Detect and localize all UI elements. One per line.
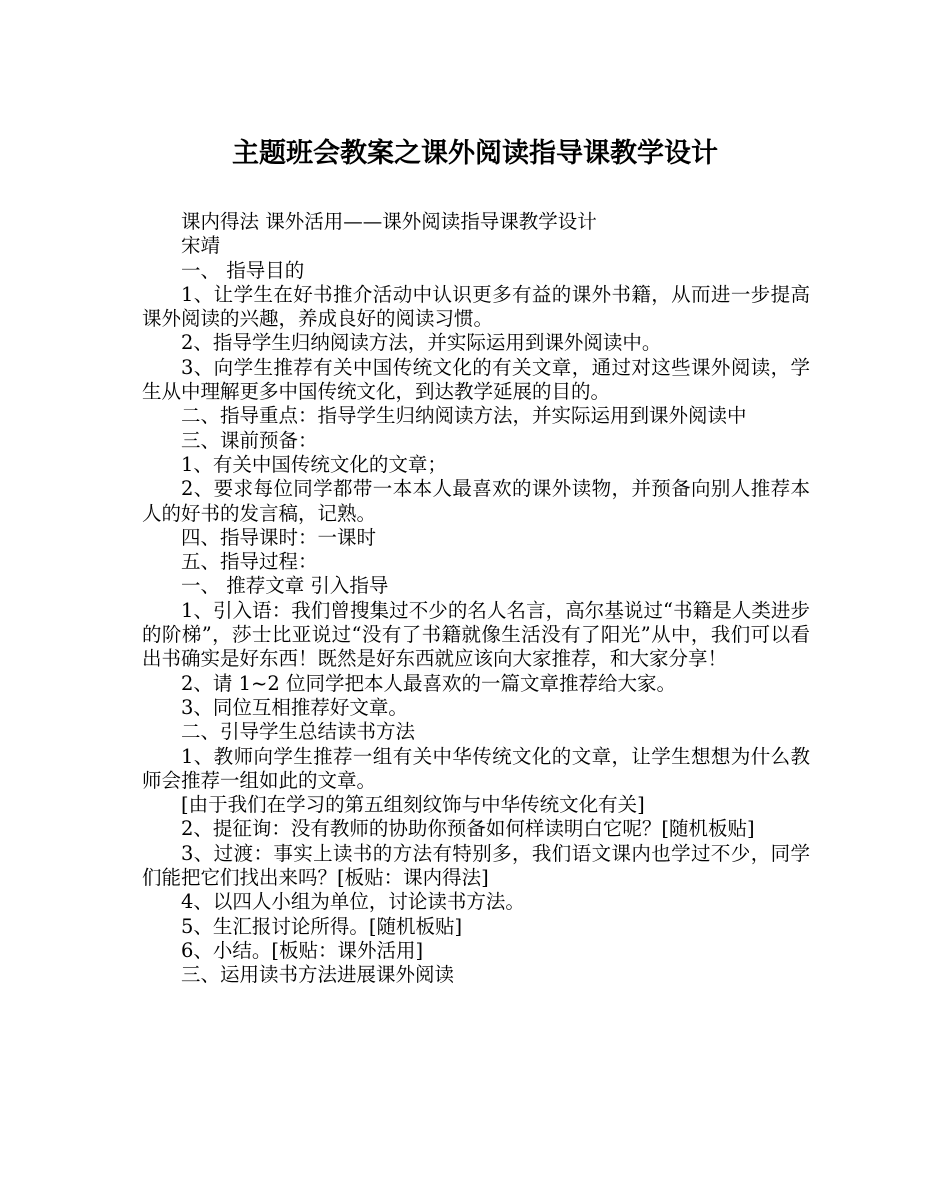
document-title: 主题班会教案之课外阅读指导课教学设计 bbox=[232, 138, 718, 169]
paragraph: 3、向学生推荐有关中国传统文化的有关文章，通过对这些课外阅读，学生从中理解更多中国传统文化，到达教学延展的目的。 bbox=[142, 355, 810, 404]
paragraph: 四、指导课时：一课时 bbox=[181, 525, 377, 549]
paragraph: 五、指导过程： bbox=[181, 550, 318, 574]
paragraph: 一、 指导目的 bbox=[181, 258, 305, 282]
paragraph: 课内得法 课外活用——课外阅读指导课教学设计 bbox=[181, 210, 597, 233]
paragraph: 二、指导重点：指导学生归纳阅读方法，并实际运用到课外阅读中 bbox=[181, 404, 747, 428]
paragraph: 6、小结。[板贴：课外活用] bbox=[181, 938, 424, 962]
paragraph: 3、过渡：事实上读书的方法有特别多，我们语文课内也学过不少，同学们能把它们找出来吗？[板贴：课内得法] bbox=[142, 841, 810, 890]
paragraph: 3、同位互相推荐好文章。 bbox=[181, 695, 408, 719]
paragraph: 2、提征询：没有教师的协助你预备如何样读明白它呢？[随机板贴] bbox=[181, 817, 755, 841]
paragraph: [由于我们在学习的第五组刻纹饰与中华传统文化有关] bbox=[181, 793, 645, 817]
paragraph: 1、教师向学生推荐一组有关中华传统文化的文章，让学生想想为什么教师会推荐一组如此的文章。 bbox=[142, 744, 810, 792]
paragraph: 1、有关中国传统文化的文章； bbox=[181, 452, 447, 476]
paragraph: 1、引入语：我们曾搜集过不少的名人名言，高尔基说过“书籍是人类进步的阶梯”，莎士比亚说过“没有了书籍就像生活没有了阳光”从中，我们可以看出书确实是好东西！既然是好东西就应该向大家推荐，和大家分享！ bbox=[142, 598, 810, 671]
paragraph: 4、以四人小组为单位，讨论读书方法。 bbox=[181, 890, 525, 914]
paragraph: 2、指导学生归纳阅读方法，并实际运用到课外阅读中。 bbox=[181, 331, 662, 355]
paragraph: 一、 推荐文章 引入指导 bbox=[181, 574, 389, 598]
paragraph: 二、引导学生总结读书方法 bbox=[181, 720, 416, 744]
document-body bbox=[142, 210, 810, 988]
paragraph: 三、课前预备： bbox=[181, 428, 318, 452]
paragraph: 1、让学生在好书推介活动中认识更多有益的课外书籍，从而进一步提高课外阅读的兴趣，养成良好的阅读习惯。 bbox=[142, 282, 810, 331]
paragraph: 2、请 1~2 位同学把本人最喜欢的一篇文章推荐给大家。 bbox=[181, 671, 676, 695]
paragraph: 5、生汇报讨论所得。[随机板贴] bbox=[181, 914, 463, 938]
paragraph: 三、运用读书方法进展课外阅读 bbox=[181, 963, 455, 987]
paragraph: 2、要求每位同学都带一本本人最喜欢的课外读物，并预备向别人推荐本人的好书的发言稿，记熟。 bbox=[142, 477, 810, 525]
paragraph: 宋靖 bbox=[181, 234, 221, 258]
